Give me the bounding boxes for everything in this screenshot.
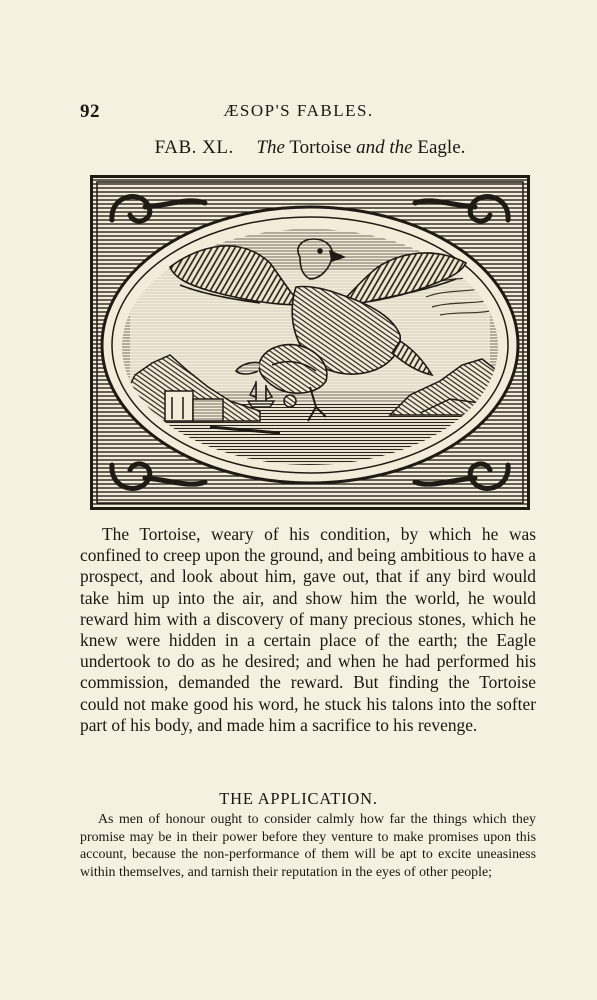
title-word-eagle: Eagle. (417, 137, 466, 158)
application-text: As men of honour ought to consider calmly how far the things which they promise may be in their power before they venture to make promises upon this account, because the non-performance of them will be apt to excite uneasiness within themselves, and tarnish their reputation in the eyes of other people; (80, 812, 536, 880)
application-heading: THE APPLICATION. (219, 789, 378, 808)
fable-body-text: The Tortoise, weary of his condition, by which he was confined to creep upon the ground, and being ambitious to have a prospect, and look about him, gave out, that if any bird would take him up into the air, and show him the world, he would reward him with a discovery of many precious stones, which he knew were hidden in a certain place of the earth; the Eagle undertook to do as he desired; and when he had performed his commission, demanded the reward. But finding the Tortoise could not make good his word, he stuck his talons into the softer part of his body, and made him a sacrifice to his revenge. (80, 524, 536, 735)
title-word-the-2: the (389, 137, 413, 158)
running-head: ÆSOP'S FABLES. (223, 101, 374, 120)
fable-number: FAB. XL. (154, 137, 234, 158)
title-word-and: and (356, 137, 385, 158)
woodcut-illustration (90, 175, 530, 510)
page-number: 92 (80, 101, 100, 122)
fable-title (95, 137, 525, 159)
title-word-tortoise: Tortoise (289, 137, 352, 158)
title-word-the: The (256, 137, 285, 158)
